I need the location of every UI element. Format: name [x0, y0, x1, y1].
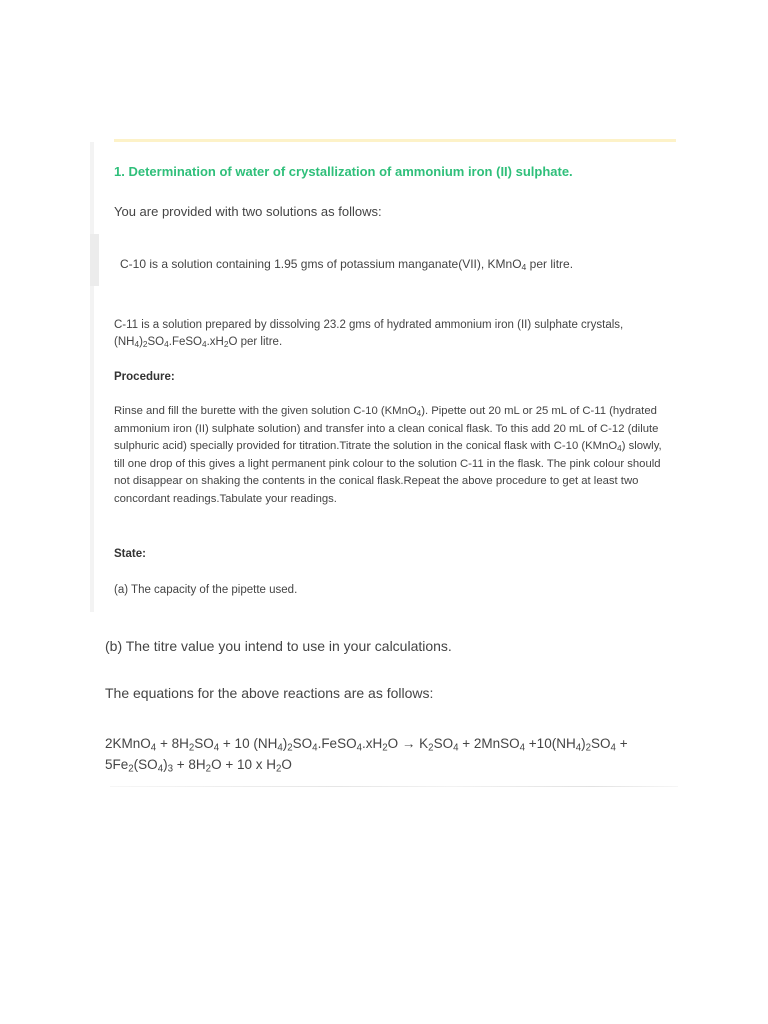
state-item-b: (b) The titre value you intend to use in your calculations. — [105, 638, 452, 654]
state-item-a: (a) The capacity of the pipette used. — [114, 584, 298, 596]
question-title: 1. Determination of water of crystallization of ammonium iron (II) sulphate. — [114, 164, 573, 179]
reaction-equation: 2KMnO$_4$ + $8H_2SO_4 + 10$ $(NH_4)_2SO_4.FeSO_4.xH_2O \to K_2SO_4$ + 2MnSO$_4$ $+10(NH_4)_2SO_4 + 5Fe_2(SO_4)_3 + 8H_2O + 10$ x $H_2O$ — [105, 736, 628, 775]
quote-border-highlight — [90, 234, 99, 286]
procedure-heading: Procedure: — [114, 371, 175, 383]
top-divider — [114, 139, 676, 142]
question-intro: You are provided with two solutions as follows: — [114, 204, 382, 219]
bottom-divider — [110, 786, 678, 787]
state-heading: State: — [114, 548, 146, 560]
quote-border — [90, 142, 94, 612]
solution-c11: C-11 is a solution prepared by dissolving 23.2 gms of hydrated ammonium iron (II) sulphate crystals, $(NH_4)_2SO_4.FeSO_4.xH_2O$ per litre. — [114, 319, 624, 350]
equations-intro: The equations for the above reactions are as follows: — [105, 685, 434, 701]
procedure-text: Rinse and fill the burette with the given solution C-10 (KMnO$_4$). Pipette out 20 mL or 25 mL of C-11 (hydrated ammonium iron (II) sulphate solution) and transfer into a clean conical flask. To this add 20 mL of C-12 (dilute sulphuric acid) specially provided for titration.Titrate the solution in the conical flask with C-10 (KMnO$_4$) slowly, till one drop of this gives a light permanent pink colour to the solution C-11 in the flask. The pink colour should not disappear on shaking the contents in the conical flask.Repeat the above procedure to get at least two concordant readings.Tabulate your readings. — [114, 405, 662, 505]
solution-c10: C-10 is a solution containing 1.95 gms of potassium manganate(VII), KMnO$_4$ per litre. — [120, 257, 574, 273]
